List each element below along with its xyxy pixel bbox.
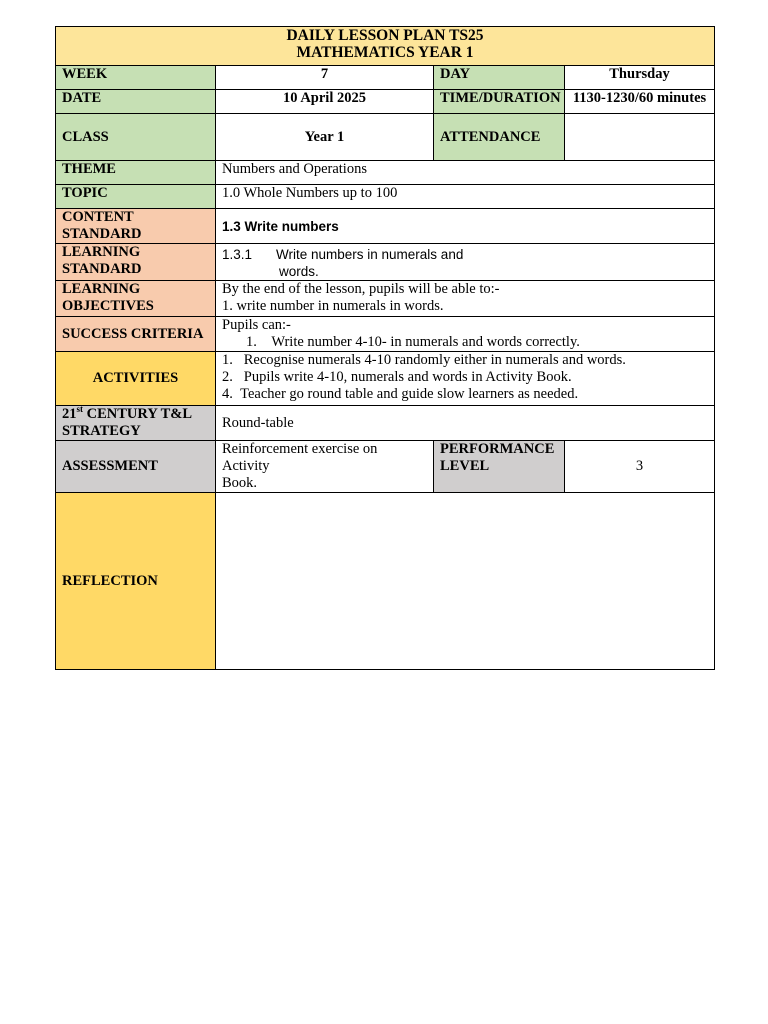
attendance-value: [565, 114, 715, 161]
learning-standard-number: 1.3.1: [222, 247, 253, 262]
date-label: DATE: [56, 90, 216, 114]
activity-text: Pupils write 4-10, numerals and words in Activity Book.: [243, 369, 572, 385]
content-standard-value: 1.3 Write numbers: [216, 209, 715, 244]
plan-title: [56, 27, 715, 66]
topic-label: TOPIC: [56, 185, 216, 209]
time-label: TIME/DURATION: [434, 90, 565, 114]
success-criteria-value: [216, 317, 715, 352]
activity-item: [222, 386, 708, 403]
activity-item: [222, 369, 708, 386]
activities-value: [216, 352, 715, 406]
strategy-label-num: 21: [62, 406, 77, 422]
success-criteria-item-text: Write number 4-10- in numerals and words correctly.: [271, 334, 580, 350]
content-standard-label-1: CONTENT: [62, 209, 134, 225]
activities-label: ACTIVITIES: [56, 352, 216, 406]
learning-objectives-label: [56, 281, 216, 317]
activity-num: 4.: [222, 386, 233, 402]
activity-item: [222, 352, 708, 369]
strategy-label: [56, 406, 216, 441]
success-criteria-item-num: 1.: [246, 334, 257, 350]
theme-value: Numbers and Operations: [216, 161, 715, 185]
learning-standard-text-1: Write numbers in numerals and: [276, 247, 464, 262]
learning-standard-label-2: STANDARD: [62, 261, 142, 277]
success-criteria-item: [222, 334, 708, 351]
strategy-label-sup: st: [76, 404, 83, 415]
performance-label: [434, 441, 565, 493]
title-line-2: MATHEMATICS YEAR 1: [296, 44, 474, 61]
topic-value: 1.0 Whole Numbers up to 100: [216, 185, 715, 209]
activity-text: Teacher go round table and guide slow learners as needed.: [240, 386, 579, 402]
success-criteria-label: SUCCESS CRITERIA: [56, 317, 216, 352]
learning-objectives-label-1: LEARNING: [62, 281, 141, 297]
week-label: WEEK: [56, 66, 216, 90]
learning-standard-label: [56, 244, 216, 281]
class-value: Year 1: [216, 114, 434, 161]
reflection-label: REFLECTION: [56, 493, 216, 670]
week-value: 7: [216, 66, 434, 90]
learning-objectives-label-2: OBJECTIVES: [62, 298, 154, 314]
success-criteria-intro: Pupils can:-: [222, 317, 291, 333]
activity-num: 2.: [222, 369, 233, 385]
day-label: DAY: [434, 66, 565, 90]
lesson-plan-table: [55, 26, 715, 670]
learning-standard-text-2: words.: [279, 264, 319, 279]
strategy-label-rest: CENTURY T&L: [83, 406, 193, 422]
content-standard-label-2: STANDARD: [62, 226, 142, 242]
performance-label-2: LEVEL: [440, 458, 490, 474]
reflection-value: [216, 493, 715, 670]
day-value: Thursday: [565, 66, 715, 90]
assessment-line-1: Reinforcement exercise on Activity: [222, 441, 378, 474]
activity-num: 1.: [222, 352, 233, 368]
strategy-label-1: [62, 406, 209, 423]
performance-value: 3: [565, 441, 715, 493]
title-line-1: DAILY LESSON PLAN TS25: [286, 27, 484, 44]
objectives-line-1: By the end of the lesson, pupils will be able to:-: [222, 281, 500, 297]
time-value: 1130-1230/60 minutes: [565, 90, 715, 114]
date-value: 10 April 2025: [216, 90, 434, 114]
class-label: CLASS: [56, 114, 216, 161]
strategy-label-2: STRATEGY: [62, 423, 141, 439]
learning-standard-label-1: LEARNING: [62, 244, 141, 260]
attendance-label: ATTENDANCE: [434, 114, 565, 161]
assessment-line-2: Book.: [222, 475, 258, 491]
activity-text: Recognise numerals 4-10 randomly either in numerals and words.: [243, 352, 626, 368]
strategy-value: Round-table: [216, 406, 715, 441]
learning-objectives-value: [216, 281, 715, 317]
assessment-label: ASSESSMENT: [56, 441, 216, 493]
content-standard-label: [56, 209, 216, 244]
objectives-line-2: 1. write number in numerals in words.: [222, 298, 444, 314]
assessment-value: [216, 441, 434, 493]
theme-label: THEME: [56, 161, 216, 185]
learning-standard-value: [216, 244, 715, 281]
performance-label-1: PERFORMANCE: [440, 441, 555, 457]
